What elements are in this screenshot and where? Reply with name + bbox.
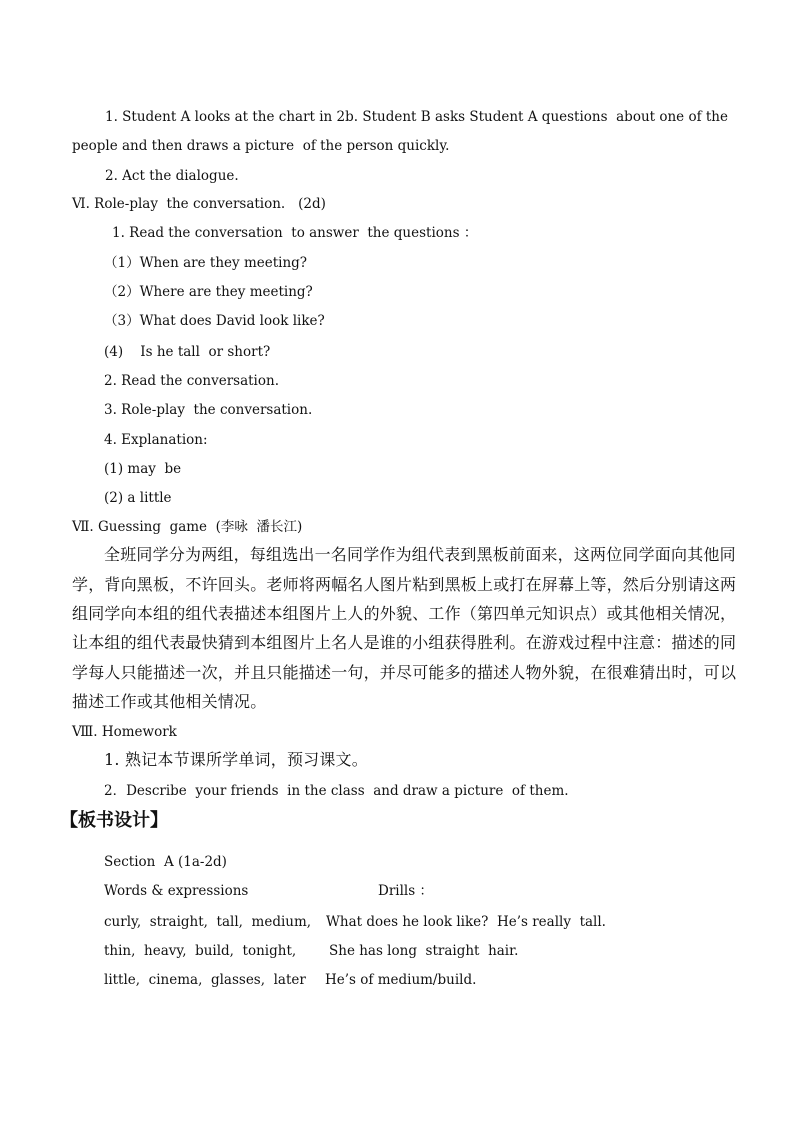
drills-line-2: She has long straight hair. (329, 943, 519, 959)
section-heading-7: Ⅶ. Guessing game (李咏 潘长江) (72, 519, 303, 535)
section-heading-6: Ⅵ. Role-play the conversation. (2d) (72, 196, 326, 212)
activity-item-1-line-2: people and then draws a picture of the person quickly. (72, 138, 450, 154)
drills-label: Drills ： (378, 883, 433, 899)
game-paragraph-line-6: 描述工作或其他相关情况。 (72, 692, 267, 711)
explanation-1: (1) may be (104, 461, 182, 477)
words-line-3: little, cinema, glasses, later (104, 972, 306, 988)
drills-line-3: He’s of medium/build. (325, 972, 477, 988)
game-paragraph-line-4: 让本组的组代表最快猜到本组图片上名人是谁的小组获得胜利。在游戏过程中注意：描述的同 (72, 633, 737, 652)
game-paragraph-line-2: 学，背向黑板，不许回头。老师将两幅名人图片粘到黑板上或打在屏幕上等，然后分别请这两 (72, 575, 737, 594)
question-3: （3）What does David look like? (104, 313, 325, 329)
game-paragraph-line-1: 全班同学分为两组，每组选出一名同学作为组代表到黑板前面来，这两位同学面向其他同 (104, 545, 736, 564)
step-2: 2. Read the conversation. (104, 373, 279, 389)
words-line-1: curly, straight, tall, medium, (104, 914, 312, 930)
words-line-2: thin, heavy, build, tonight, (104, 943, 297, 959)
activity-item-1-line-1: 1. Student A looks at the chart in 2b. Student B asks Student A questions about one of the (105, 109, 728, 125)
question-1: （1）When are they meeting? (104, 255, 308, 271)
board-section-title: Section A (1a-2d) (104, 854, 227, 870)
activity-item-2: 2. Act the dialogue. (105, 168, 239, 184)
board-design-heading: 【板书设计】 (60, 810, 168, 831)
explanation-2: (2) a little (104, 490, 172, 506)
section-heading-8: Ⅷ. Homework (72, 724, 177, 740)
question-2: （2）Where are they meeting? (104, 284, 313, 300)
drills-line-1: What does he look like? He’s really tall. (326, 914, 606, 930)
step-1: 1. Read the conversation to answer the questions ： (112, 225, 478, 241)
game-paragraph-line-5: 学每人只能描述一次，并且只能描述一句，并尽可能多的描述人物外貌，在很难猜出时，可以 (72, 663, 737, 682)
step-4: 4. Explanation: (104, 432, 208, 448)
game-paragraph-line-3: 组同学向本组的组代表描述本组图片上人的外貌、工作（第四单元知识点）或其他相关情况， (72, 604, 737, 623)
step-3: 3. Role-play the conversation. (104, 402, 313, 418)
question-4: (4) Is he tall or short? (104, 344, 271, 360)
homework-2: 2．Describe your friends in the class and draw a picture of them. (104, 783, 569, 799)
words-label: Words & expressions (104, 883, 249, 899)
homework-1: 1. 熟记本节课所学单词，预习课文。 (104, 750, 368, 769)
